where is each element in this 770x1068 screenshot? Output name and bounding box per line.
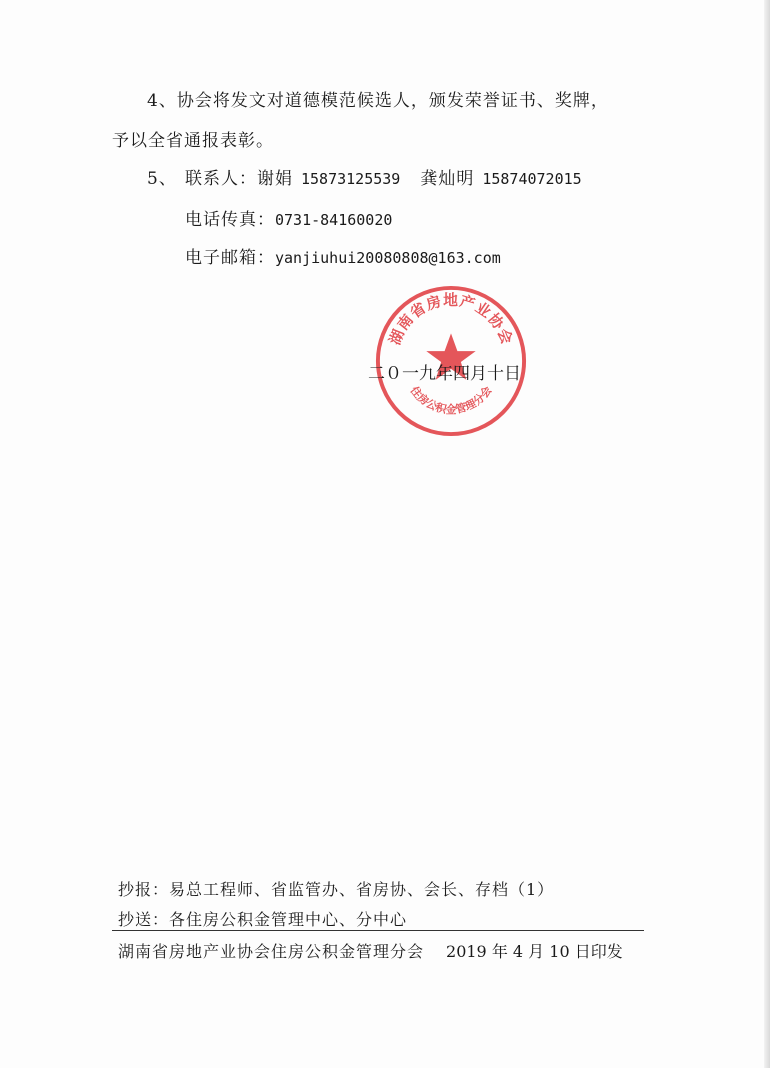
item-5-contacts [147, 164, 582, 189]
fax-label: 电话传真： [185, 210, 275, 230]
issuer-name: 湖南省房地产业协会住房公积金管理分会 [118, 942, 425, 961]
item-4-line-1: 4、协会将发文对道德模范候选人，颁发荣誉证书、奖牌， [147, 91, 609, 111]
contact-label: 联系人：谢娟 [185, 169, 293, 189]
document-date: 二０一九年四月十日 [368, 364, 521, 384]
contact-name-2: 龚灿明 [420, 169, 475, 189]
cc-report-line: 抄报：易总工程师、省监管办、省房协、会长、存档（1） [118, 880, 555, 899]
cc-send-line: 抄送：各住房公积金管理中心、分中心 [118, 910, 408, 929]
item-5-number: 5、 [147, 169, 177, 189]
fax-value: 0731-84160020 [275, 211, 393, 229]
fax-line [185, 205, 392, 230]
email-value: yanjiuhui20080808@163.com [275, 249, 501, 267]
footer-divider [112, 930, 644, 931]
contact-phone-2: 15874072015 [482, 170, 582, 188]
svg-text:住房公积金管理分会 [408, 383, 495, 416]
seal-top-text: 湖南省房地产业协会 [386, 292, 516, 348]
contact-phone-1: 15873125539 [301, 170, 401, 188]
issuer-line [118, 939, 623, 962]
email-label: 电子邮箱： [185, 248, 275, 268]
issue-date: 2019 年 4 月 10 日印发 [446, 942, 623, 961]
item-4-line-2: 予以全省通报表彰。 [112, 131, 274, 151]
seal-bottom-text: 住房公积金管理分会 [407, 383, 495, 417]
page-edge-shadow [764, 0, 770, 1068]
email-line [185, 243, 501, 268]
